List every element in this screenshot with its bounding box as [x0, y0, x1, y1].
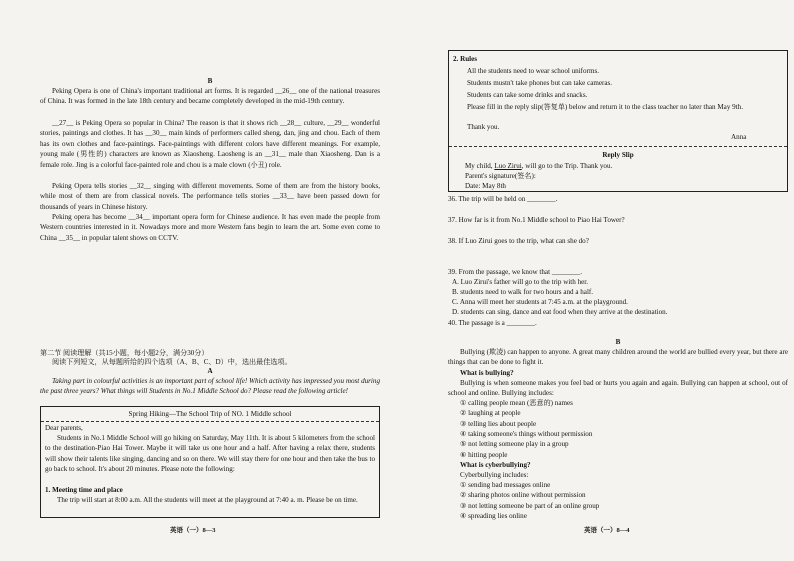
rule-item: All the students need to wear school uniforms.: [467, 67, 599, 75]
right-page: [448, 0, 788, 561]
notice-box: [40, 406, 380, 518]
question-39: 39. From the passage, we know that ________.: [448, 268, 582, 276]
opera-para-3: Peking Opera tells stories __32__ singing with different movements. Some of them are from the history books, while most of them are from classical novels. The performance tells stories __33__ have been passed down for thousands of years in Chinese history.: [40, 182, 380, 211]
question-36: 36. The trip will be held on ________.: [448, 195, 558, 203]
passage-a-mark: A: [207, 367, 213, 375]
opera-para-1: Peking Opera is one of China's important traditional art forms. It is regarded __26__ one of the national treasures of China. It was formed in the late 18th century and became completely developed in the mid-19th century.: [40, 87, 380, 106]
rule-item: Students can take some drinks and snacks.: [467, 91, 588, 99]
rule-item: Students mustn't take phones but can take cameras.: [467, 79, 613, 87]
list-item: ⑥ hitting people: [460, 450, 508, 459]
opera-para-2: __27__ is Peking Opera so popular in China? The reason is that it shows rich __28__ culture, __29__ wonderful stories, paintings and clothes. It has __30__ main kinds of performers called sheng, dan, jing and chou. Each of them has its own clothes and face-paintings. Face-paintings with different colors have different meanings. For example, young male (男性的) characters are known as Xiaosheng. Laosheng is an __31__ male than Xiaosheng. Dan is a female role. Jing is a colorful face-painted role and chou is a male clown (小丑) role.: [40, 119, 380, 169]
list-item: ③ not letting someone be part of an online group: [460, 501, 600, 510]
reply-slip-title: Reply Slip: [602, 151, 634, 159]
bullying-definition: Bullying is when someone makes you feel bad or hurts you again and again. Bullying can happen at school, out of school and online. Bullying includes:: [448, 379, 788, 398]
option-d[interactable]: D. students can sing, dance and eat food when they arrive at the destination.: [452, 308, 668, 316]
reply-slip-line-1: My child, Luo Zirui, will go to the Trip. Thank you.: [465, 162, 613, 170]
list-item: ① sending bad messages online: [460, 481, 551, 489]
bullying-intro: Bullying (欺凌) can happen to anyone. A great many children around the world are bullied every year, but there are things that can be done to fight it.: [448, 348, 788, 367]
section-b-mark: B: [207, 77, 213, 85]
list-item: ② sharing photos online without permission: [460, 491, 586, 500]
child-name: Luo Zirui: [494, 162, 522, 170]
option-b[interactable]: B. students need to walk for two hours and a half.: [452, 288, 594, 296]
slip-divider: [449, 146, 787, 147]
passage-a-intro: Taking part in colourful activities is an important part of school life! Which activity has impressed you most during the past three years? What things will Students in No.1 Middle School do? Please read the following article!: [40, 377, 380, 396]
cyberbullying-intro: Cyberbullying includes:: [460, 471, 529, 479]
list-item: ④ taking someone's things without permission: [460, 429, 593, 438]
notice-divider: [41, 421, 379, 422]
list-item: ④ spreading lies online: [460, 511, 527, 520]
rules-box: [448, 50, 788, 192]
opera-para-4: Peking opera has become __34__ important opera form for Chinese audience. It has even made the people from Western countries interested in it. Nowadays more and more Western fans begin to learn the art. Some even come to China __35__ in popular talent shows on CCTV.: [40, 213, 380, 242]
page-footer: 英语（一）8—3: [170, 527, 216, 534]
option-a[interactable]: A. Luo Zirui's father will go to the trip with her.: [452, 278, 589, 286]
signature-anna: Anna: [731, 133, 747, 141]
notice-greeting: Dear parents,: [45, 424, 83, 432]
notice-body: Students in No.1 Middle School will go hiking on Saturday, May 11th. It is about 5 kilometers from the school to the destination-Piao Hai Tower. Maybe it will take us one hour and a half. After having a relax there, students will show their talents like singing, dancing and so on there. We will stay there for one hour and then take the bus to go back to school. It's about 20 minutes. Please note the following:: [45, 434, 375, 474]
list-item: ② laughing at people: [460, 409, 521, 418]
rule-1-text: The trip will start at 8:00 a.m. All the students will meet at the playground at 7:40 a. m. Please be on time.: [57, 496, 358, 504]
reply-slip-signature: Parent's signature(签名):: [465, 172, 536, 180]
list-item: ③ telling lies about people: [460, 419, 537, 428]
option-c[interactable]: C. Anna will meet her students at 7:45 a.m. at the playground.: [452, 298, 628, 306]
section-2-heading: 第二节 阅读理解（共15小题，每小题2分，满分30分）: [40, 349, 209, 357]
question-37: 37. How far is it from No.1 Middle school to Piao Hai Tower?: [448, 216, 625, 224]
list-item: ① calling people mean (恶意的) names: [460, 399, 573, 407]
rule-1-heading: 1. Meeting time and place: [45, 486, 123, 494]
question-38: 38. If Luo Zirui goes to the trip, what can she do?: [448, 237, 589, 245]
page-footer: 英语（一）8—4: [584, 527, 630, 534]
notice-title: Spring Hiking—The School Trip of NO. 1 Middle school: [128, 410, 292, 418]
rule-item: Thank you.: [467, 123, 500, 131]
list-item: ⑤ not letting someone play in a group: [460, 440, 569, 449]
question-40: 40. The passage is a ________.: [448, 319, 537, 327]
section-2-instruction: 阅读下列短文，从每题所给的四个选项（A、B、C、D）中，选出最佳选项。: [52, 358, 292, 366]
bullying-heading: What is bullying?: [460, 369, 514, 377]
passage-b-mark: B: [615, 338, 621, 346]
rules-heading: 2. Rules: [453, 55, 478, 63]
rule-item: Please fill in the reply slip(答复单) below and return it to the class teacher no later than May 9th.: [467, 103, 743, 111]
reply-slip-date: Date: May 8th: [465, 182, 506, 190]
left-page: [40, 0, 380, 561]
cyberbullying-heading: What is cyberbullying?: [460, 461, 531, 469]
